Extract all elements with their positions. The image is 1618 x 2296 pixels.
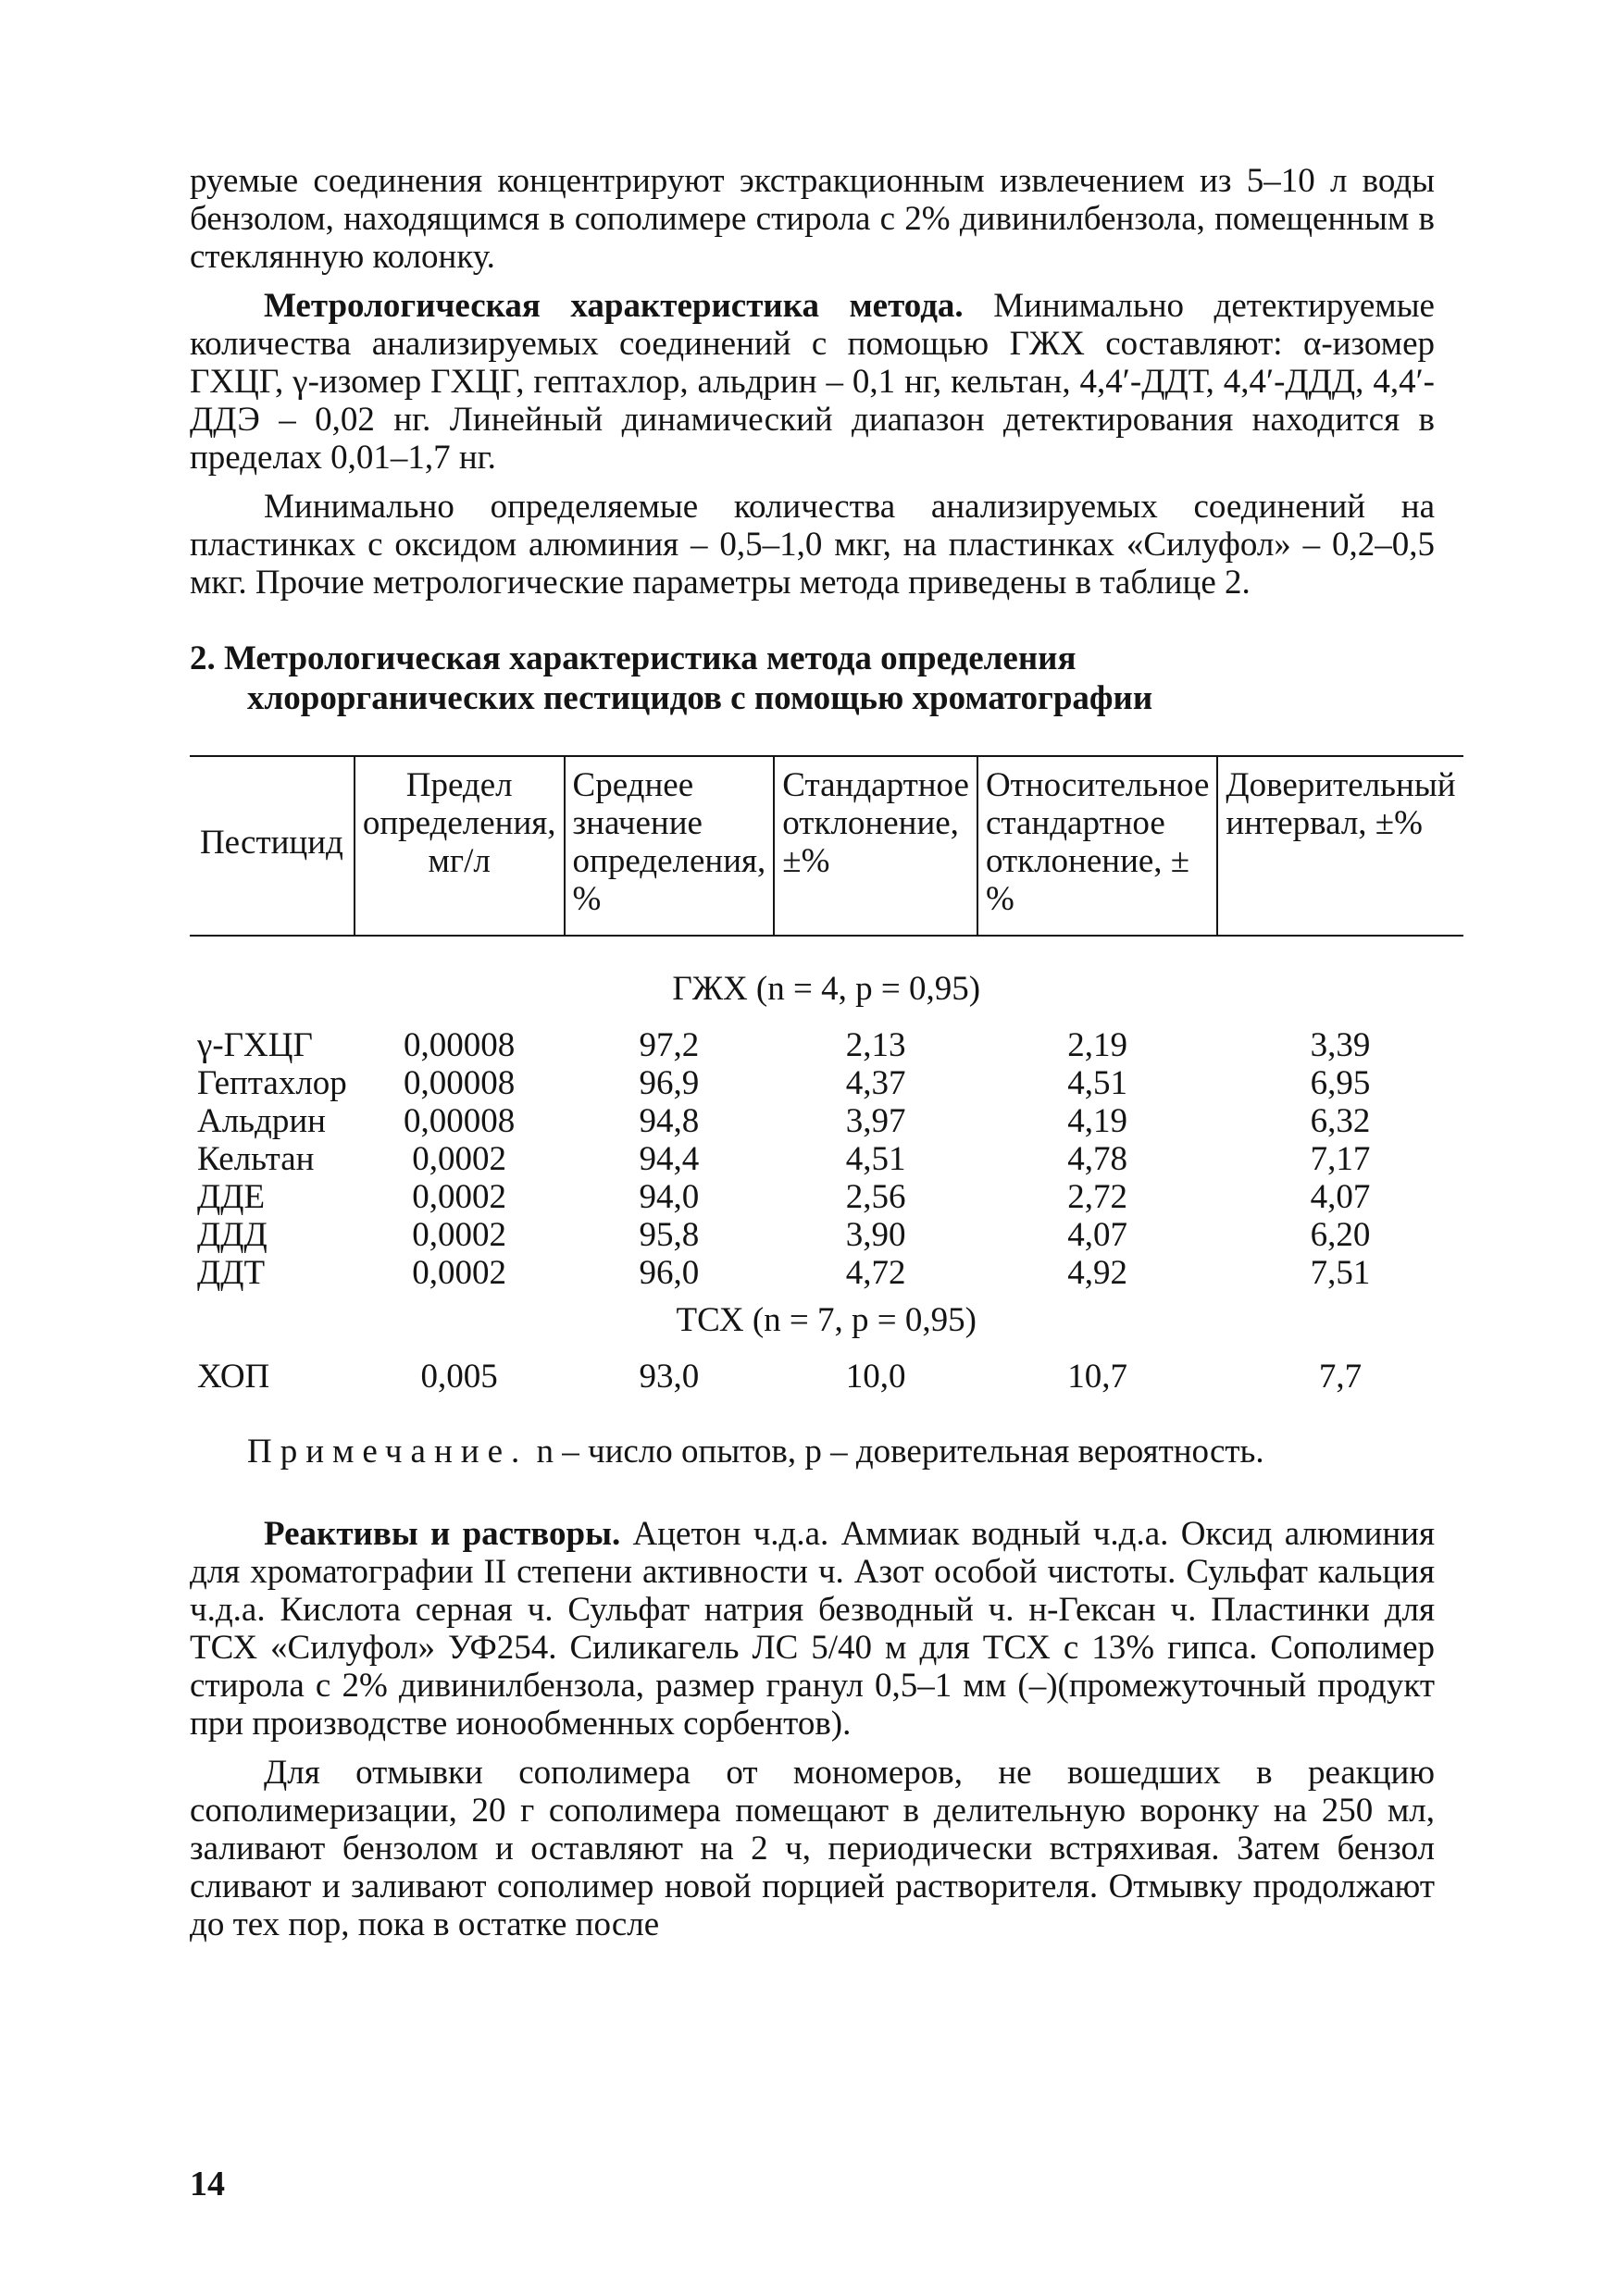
cell-mean: 95,8 (639, 1216, 700, 1254)
table-caption-line-2: хлорорганических пестицидов с помощью хроматографии (247, 679, 1153, 717)
header-detection-limit: Предел определения, мг/л (355, 756, 565, 936)
cell-mean: 97,2 (639, 1026, 700, 1064)
cell-confidence: 4,07 (1310, 1178, 1371, 1216)
cell-rel-std: 10,7 (1067, 1358, 1128, 1396)
cell-std: 2,56 (845, 1178, 906, 1216)
cell-std: 3,90 (845, 1216, 906, 1254)
table-row (190, 1026, 1463, 1064)
cell-rel-std: 4,51 (1067, 1064, 1128, 1102)
cell-limit: 0,00008 (404, 1102, 516, 1140)
cell-mean: 93,0 (639, 1358, 700, 1396)
table-section-tlc (190, 1292, 1463, 1358)
cell-limit: 0,005 (420, 1358, 498, 1396)
page-content (190, 162, 1456, 1955)
cell-mean: 94,4 (639, 1140, 700, 1178)
cell-limit: 0,0002 (412, 1140, 507, 1178)
table-row (190, 1102, 1463, 1140)
cell-pesticide: Кельтан (197, 1140, 315, 1178)
cell-pesticide: ДДЕ (197, 1178, 266, 1216)
paragraph-intro: руемые соединения концентрируют экстракционным извлечением из 5–10 л воды бензолом, находящимся в сополимере стирола с 2% дивинилбензола, помещенным в стеклянную колонку. (190, 162, 1435, 276)
section-gc-label: ГЖХ (n = 4, p = 0,95) (672, 970, 981, 1008)
cell-confidence: 7,7 (1318, 1358, 1363, 1396)
metrology-text: Минимально детектируемые количества анализируемых соединений с помощью ГЖХ составляют: α-изомер ГХЦГ, γ-изомер ГХЦГ, гептахлор, альдрин – 0,1 нг, кельтан, 4,4′-ДДТ, 4,4′-ДДД, 4,4′-ДДЭ – 0,02 нг. Линейный динамический диапазон детектирования находится в пределах 0,01–1,7 нг. (190, 287, 1435, 477)
cell-confidence: 7,51 (1310, 1254, 1371, 1292)
metrology-heading: Метрологическая характеристика метода. (264, 287, 964, 325)
reagents-heading: Реактивы и растворы. (264, 1515, 621, 1553)
cell-rel-std: 4,19 (1067, 1102, 1128, 1140)
table-row (190, 1358, 1463, 1396)
cell-pesticide: ДДТ (197, 1254, 266, 1292)
cell-confidence: 6,95 (1310, 1064, 1371, 1102)
cell-std: 10,0 (845, 1358, 906, 1396)
cell-confidence: 7,17 (1310, 1140, 1371, 1178)
table-caption (190, 639, 1435, 718)
cell-mean: 96,9 (639, 1064, 700, 1102)
cell-std: 4,72 (845, 1254, 906, 1292)
header-confidence-interval: Доверительный интервал, ±% (1217, 756, 1462, 936)
cell-rel-std: 2,19 (1067, 1026, 1128, 1064)
cell-mean: 94,0 (639, 1178, 700, 1216)
cell-rel-std: 4,78 (1067, 1140, 1128, 1178)
cell-std: 2,13 (845, 1026, 906, 1064)
section-tlc-label: ТСХ (n = 7, p = 0,95) (676, 1301, 977, 1339)
paragraph-detection-limits: Минимально определяемые количества анализируемых соединений на пластинках с оксидом алюминия – 0,5–1,0 мкг, на пластинках «Силуфол» – 0,2–0,5 мкг. Прочие метрологические параметры метода приведены в таблице 2. (190, 488, 1435, 602)
cell-limit: 0,0002 (412, 1178, 507, 1216)
table-caption-line-1: 2. Метрологическая характеристика метода определения (190, 639, 1077, 677)
table-section-gc (190, 936, 1463, 1026)
cell-pesticide: ДДД (197, 1216, 268, 1254)
table-row (190, 1178, 1463, 1216)
note-label: Примечание. (247, 1433, 529, 1471)
table-note (190, 1433, 1435, 1471)
header-std-deviation: Стандартное отклонение, ±% (774, 756, 977, 936)
table-row (190, 1216, 1463, 1254)
cell-std: 4,51 (845, 1140, 906, 1178)
paragraph-reagents (190, 1515, 1435, 1743)
paragraph-washing: Для отмывки сополимера от мономеров, не вошедших в реакцию сополимеризации, 20 г сополимера помещают в делительную воронку на 250 мл, заливают бензолом и оставляют на 2 ч, периодически встряхивая. Затем бензол сливают и заливают сополимер новой порцией растворителя. Отмывку продолжают до тех пор, пока в остатке после (190, 1754, 1435, 1943)
cell-limit: 0,00008 (404, 1064, 516, 1102)
cell-rel-std: 2,72 (1067, 1178, 1128, 1216)
table-row (190, 1064, 1463, 1102)
table-header-row (190, 756, 1463, 936)
table-row (190, 1254, 1463, 1292)
cell-limit: 0,00008 (404, 1026, 516, 1064)
paragraph-metrology (190, 287, 1435, 477)
note-text: n – число опытов, p – доверительная вероятность. (528, 1433, 1264, 1471)
cell-std: 3,97 (845, 1102, 906, 1140)
cell-std: 4,37 (845, 1064, 906, 1102)
cell-rel-std: 4,92 (1067, 1254, 1128, 1292)
header-pesticide: Пестицид (190, 756, 355, 936)
table-row (190, 1140, 1463, 1178)
header-mean-value: Среднее значение определения, % (565, 756, 775, 936)
cell-pesticide: γ-ГХЦГ (197, 1026, 313, 1064)
page-number: 14 (190, 2165, 225, 2203)
cell-limit: 0,0002 (412, 1216, 507, 1254)
cell-mean: 94,8 (639, 1102, 700, 1140)
cell-pesticide: Альдрин (197, 1102, 326, 1140)
cell-confidence: 3,39 (1310, 1026, 1371, 1064)
cell-pesticide: ХОП (197, 1358, 270, 1396)
cell-pesticide: Гептахлор (197, 1064, 347, 1102)
cell-confidence: 6,32 (1310, 1102, 1371, 1140)
header-relative-std-deviation: Относительное стандартное отклонение, ±% (977, 756, 1217, 936)
reagents-text: Ацетон ч.д.а. Аммиак водный ч.д.а. Оксид алюминия для хроматографии II степени активности ч. Азот особой чистоты. Сульфат кальция ч.д.а. Кислота серная ч. Сульфат натрия безводный ч. н-Гексан ч. Пластинки для ТСХ «Силуфол» УФ254. Силикагель ЛС 5/40 м для ТСХ с 13% гипса. Сополимер стирола с 2% дивинилбензола, размер гранул 0,5–1 мм (–)(промежуточный продукт при производстве ионообменных сорбентов). (190, 1515, 1435, 1743)
cell-confidence: 6,20 (1310, 1216, 1371, 1254)
cell-limit: 0,0002 (412, 1254, 507, 1292)
cell-rel-std: 4,07 (1067, 1216, 1128, 1254)
metrology-table (190, 755, 1463, 1396)
cell-mean: 96,0 (639, 1254, 700, 1292)
